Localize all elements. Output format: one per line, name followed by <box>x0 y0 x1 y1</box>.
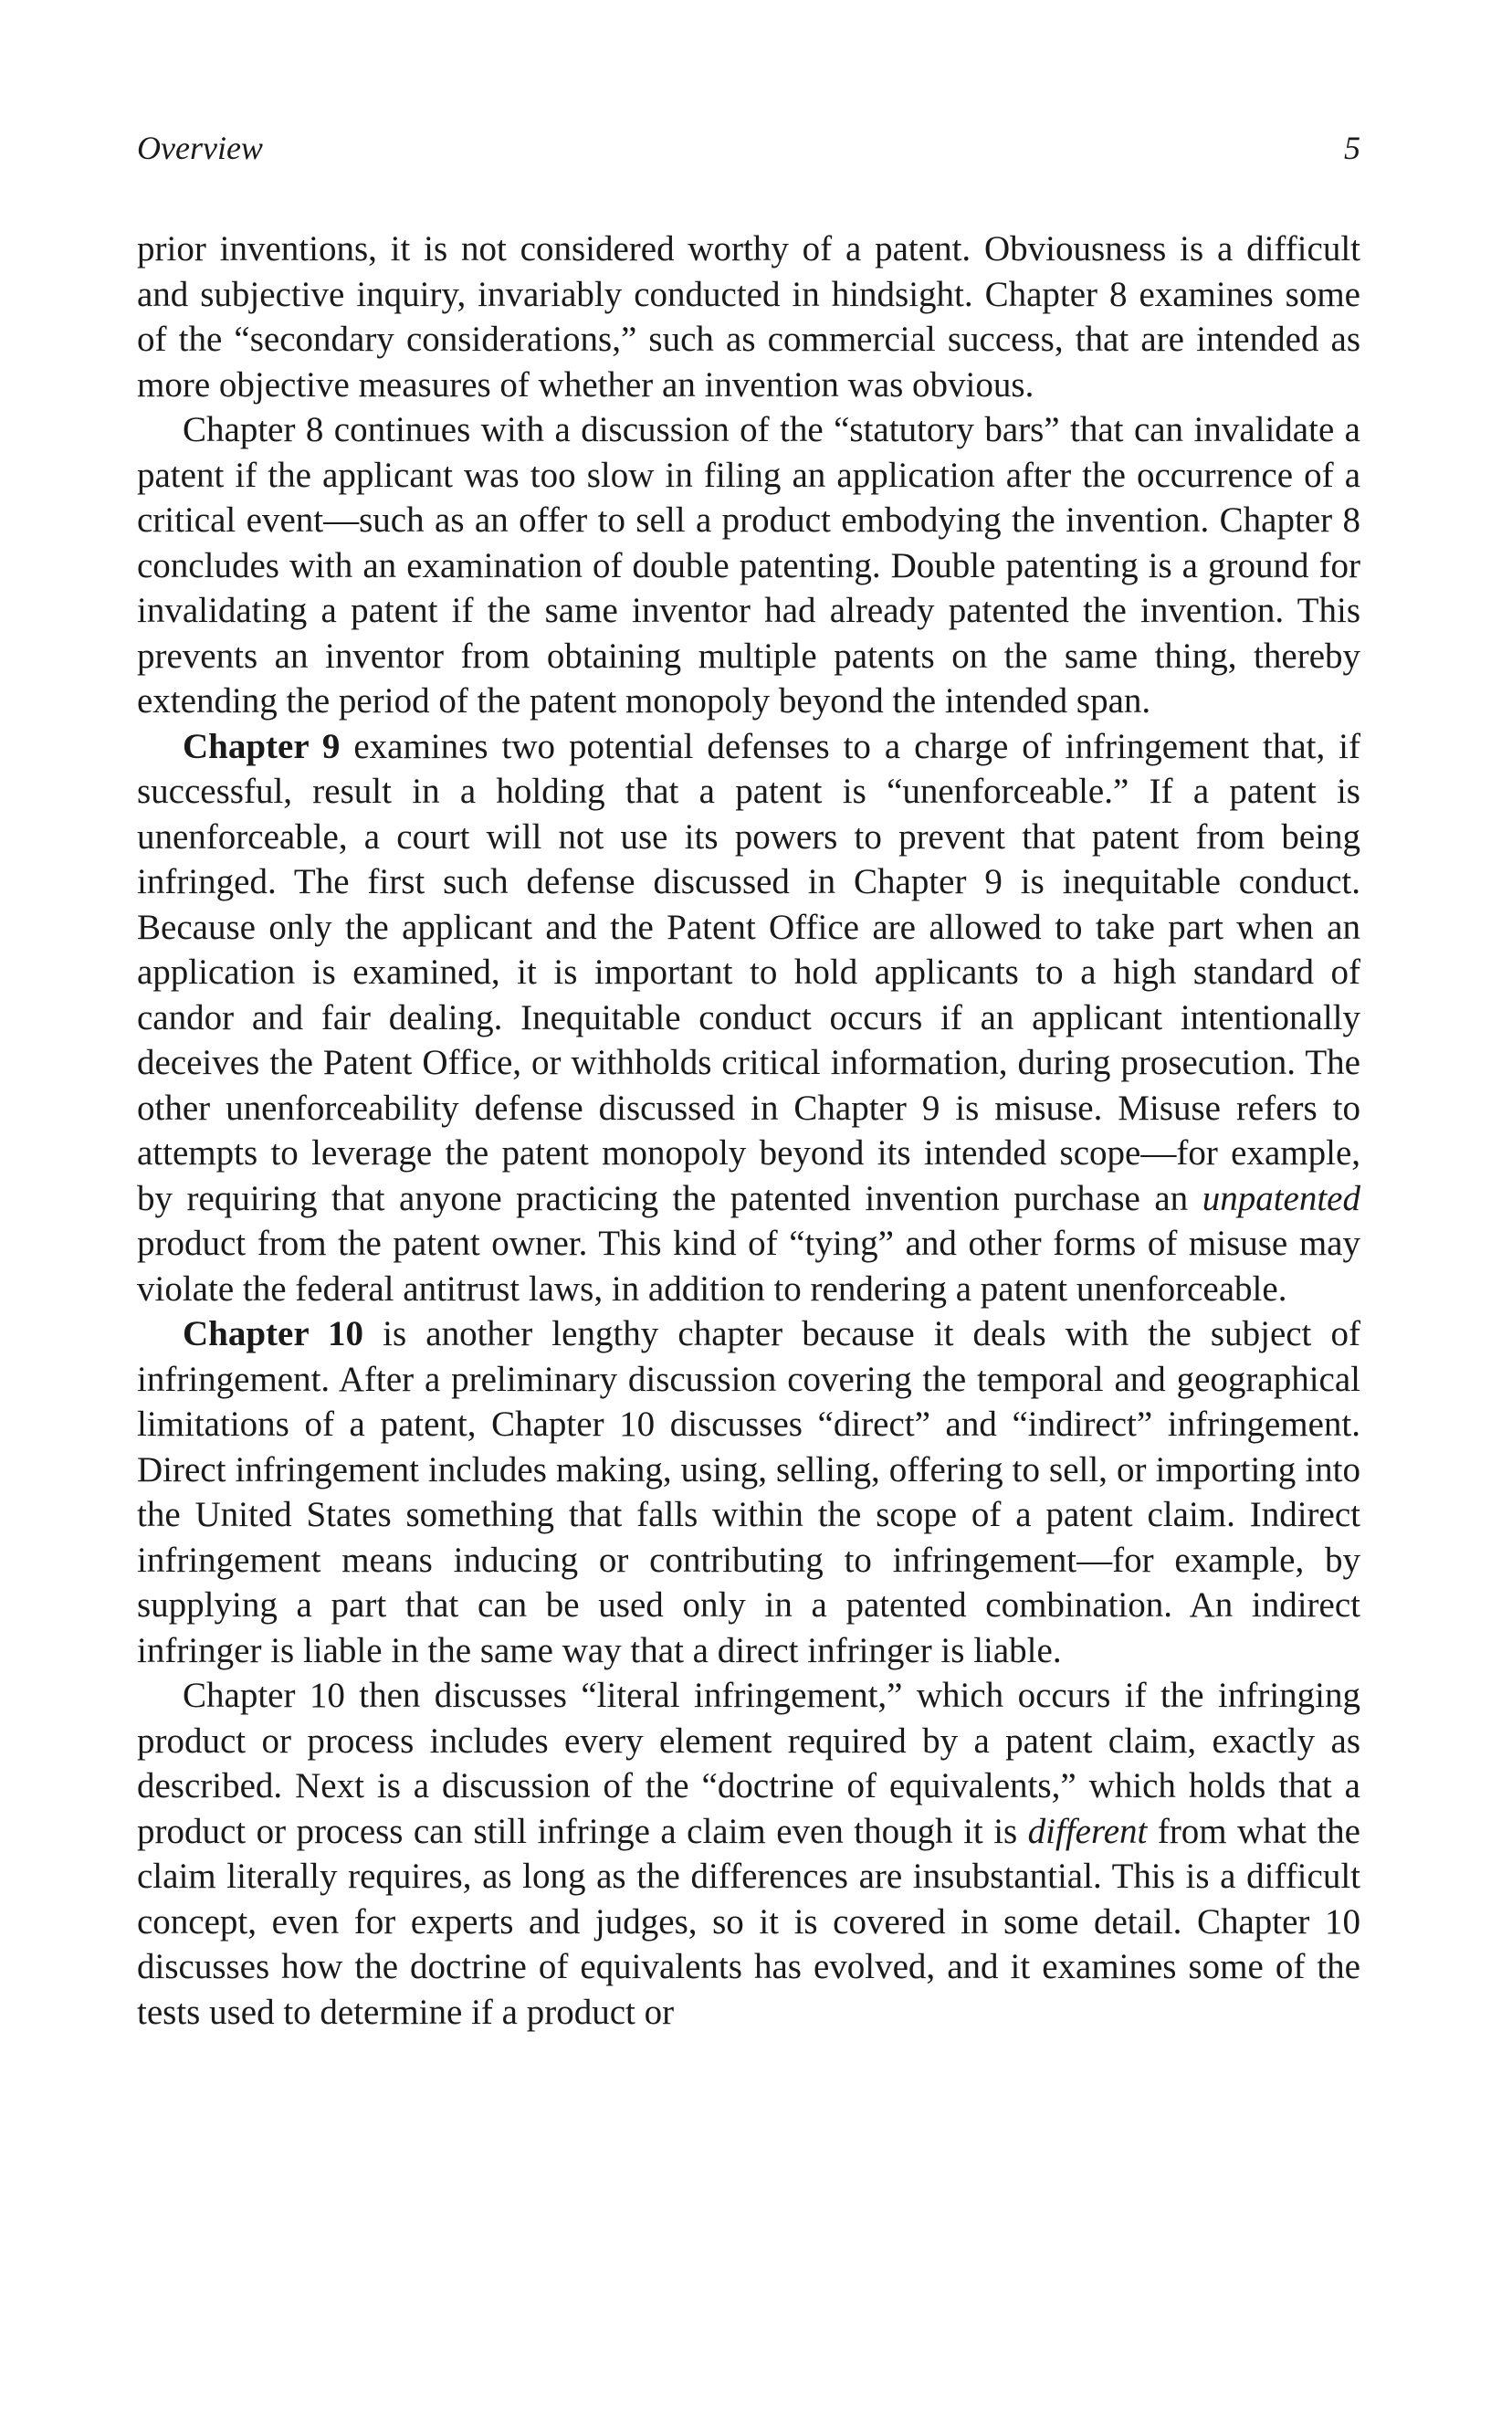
emphasis-text: unpatented <box>1202 1178 1360 1218</box>
section-title: Overview <box>137 130 263 166</box>
emphasis-text: different <box>1027 1811 1148 1851</box>
paragraph-text: Chapter 8 continues with a discussion of the “statutory bars” that can invalidate a patent if the applicant was too slow in filing an application after the occurrence of a critical event—such as an offer to sell a product embodying the invention. Chapter 8 concludes with an examination of double patenting. Double patenting is a ground for invalidating a patent if the same inventor had already patented the invention. This prevents an inventor from obtaining multiple patents on the same thing, thereby extending the period of the patent monopoly beyond the intended span. <box>137 410 1360 721</box>
paragraph <box>137 1311 1360 1673</box>
paragraph-text: product from the patent owner. This kind of “tying” and other forms of misuse may violate the federal antitrust laws, in addition to rendering a patent unenforceable. <box>137 1224 1360 1309</box>
running-head <box>137 128 1360 174</box>
paragraph-text: examines two potential defenses to a charge of infringement that, if successful, result in a holding that a patent is “unenforceable.” If a patent is unenforceable, a court will not use its powers to prevent that patent from being infringed. The first such defense discussed in Chapter 9 is inequitable conduct. Because only the applicant and the Patent Office are allowed to take part when an application is examined, it is important to hold applicants to a high standard of candor and fair dealing. Inequitable conduct occurs if an applicant intentionally deceives the Patent Office, or withholds critical information, during prosecution. The other unenforceability defense discussed in Chapter 9 is misuse. Misuse refers to attempts to leverage the patent monopoly beyond its intended scope—for example, by requiring that anyone practicing the patented invention purchase an <box>137 726 1360 1218</box>
paragraph-text: from what the claim literally requires, as long as the differences are insubstantial. This is a difficult concept, even for experts and judges, so it is covered in some detail. Chapter 10 discusses how the doctrine of equivalents has evolved, and it examines some of the tests used to determine if a product or <box>137 1811 1360 2032</box>
paragraph <box>137 407 1360 724</box>
chapter-reference-bold: Chapter 10 <box>183 1314 364 1353</box>
paragraph-text: Chapter 10 then discusses “literal infringement,” which occurs if the infringing product or process includes every element required by a patent claim, exactly as described. Next is a discussion of the “doctrine of equivalents,” which holds that a product or process can still infringe a claim even though it is <box>137 1676 1360 1851</box>
chapter-reference-bold: Chapter 9 <box>183 726 341 766</box>
paragraph <box>137 1673 1360 2035</box>
paragraph <box>137 226 1360 407</box>
paragraph-text: prior inventions, it is not considered worthy of a patent. Obviousness is a difficult and subjective inquiry, invariably conducted in hindsight. Chapter 8 examines some of the “secondary considerations,” such as commercial success, that are intended as more objective measures of whether an invention was obvious. <box>137 229 1360 405</box>
paragraph <box>137 724 1360 1312</box>
page-number: 5 <box>1344 130 1360 166</box>
body-text <box>137 226 1360 2035</box>
paragraph-text: is another lengthy chapter because it deals with the subject of infringement. After a preliminary discussion covering the temporal and geographical limitations of a patent, Chapter 10 discusses “direct” and “indirect” infringement. Direct infringement includes making, using, selling, offering to sell, or importing into the United States something that falls within the scope of a patent claim. Indirect infringement means inducing or contributing to infringement—for example, by supplying a part that can be used only in a patented combination. An indirect infringer is liable in the same way that a direct infringer is liable. <box>137 1314 1360 1670</box>
